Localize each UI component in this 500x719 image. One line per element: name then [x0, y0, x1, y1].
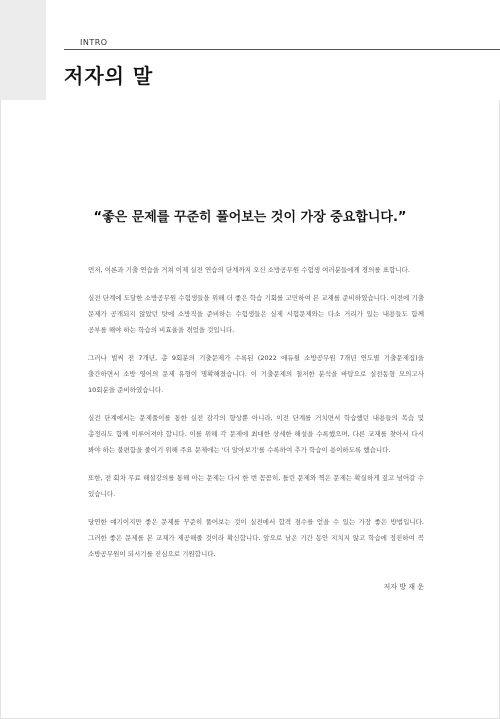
paragraph-6: 당연한 얘기이지만 좋은 문제를 꾸준히 풀어보는 것이 실전에서 합격 점수를 얻을 수 있는 가장 좋은 방법입니다. 그러한 좋은 문제를 본 교재가 제공해줄 것이라 확신합니다. 앞으로 남은 기간 동안 지치지 않고 학습에 정진하여 꼭 소방공무원이 되시기를 진심으로 기원합니다.	[88, 518, 424, 558]
section-label: INTRO	[80, 38, 108, 47]
page-title: 저자의 말	[64, 64, 154, 88]
paragraph-4: 실전 단계에서는 문제풀이를 통한 실전 감각의 향상뿐 아니라, 이전 단계를 거치면서 학습했던 내용들의 복습 및 총정리도 함께 이루어져야 합니다. 이를 위해 각 문제에 최대한 상세한 해설을 수록했으며, 다른 교재를 찾아서 다시 봐야 하는 불편함을 줄이기 위해 주요 문제에는 '더 알아보기'를 수록하여 추가 학습이 용이하도록 했습니다.	[88, 414, 424, 454]
paragraph-5: 또한, 전 회차 무료 해설강의를 통해 아는 문제는 다시 한 번 꼼꼼히, 틀린 문제와 찍은 문제는 확실하게 짚고 넘어갈 수 있습니다.	[88, 474, 424, 498]
paragraph-3: 그러나 벌써 전 7개년, 총 9회분의 기출문제가 수록된 (2022 에듀윌 소방공무원 7개년 연도별 기출문제집)을 출간하면서 소방 영어의 문제 유형이 명확해졌습니다. 이 기출문제의 철저한 분석을 바탕으로 실전동형 모의고사 10회분을 준비하였습니다.	[88, 354, 424, 394]
header-divider	[64, 49, 500, 50]
author-signature: 저자 방 재 운	[383, 583, 424, 591]
paragraph-1: 먼저, 이론과 기출 연습을 거쳐 이제 실전 연습의 단계까지 오신 소방공무원 수험생 여러분들에게 경의를 표합니다.	[88, 266, 410, 274]
headline-quote: “좋은 문제를 꾸준히 풀어보는 것이 가장 중요합니다.”	[93, 210, 407, 225]
body-text	[88, 262, 424, 574]
paragraph-2: 실전 단계에 도달한 소방공무원 수험생들을 위해 더 좋은 학습 기회를 고민하여 본 교재를 준비하였습니다. 이전에 기출 문제가 공개되지 않았던 탓에 소방직을 준비하는 수험생들은 실제 시험문제와는 다소 거리가 있는 내용들도 함께 공부를 해야 하는 학습의 비효율을 겪었을 것입니다.	[88, 294, 424, 334]
